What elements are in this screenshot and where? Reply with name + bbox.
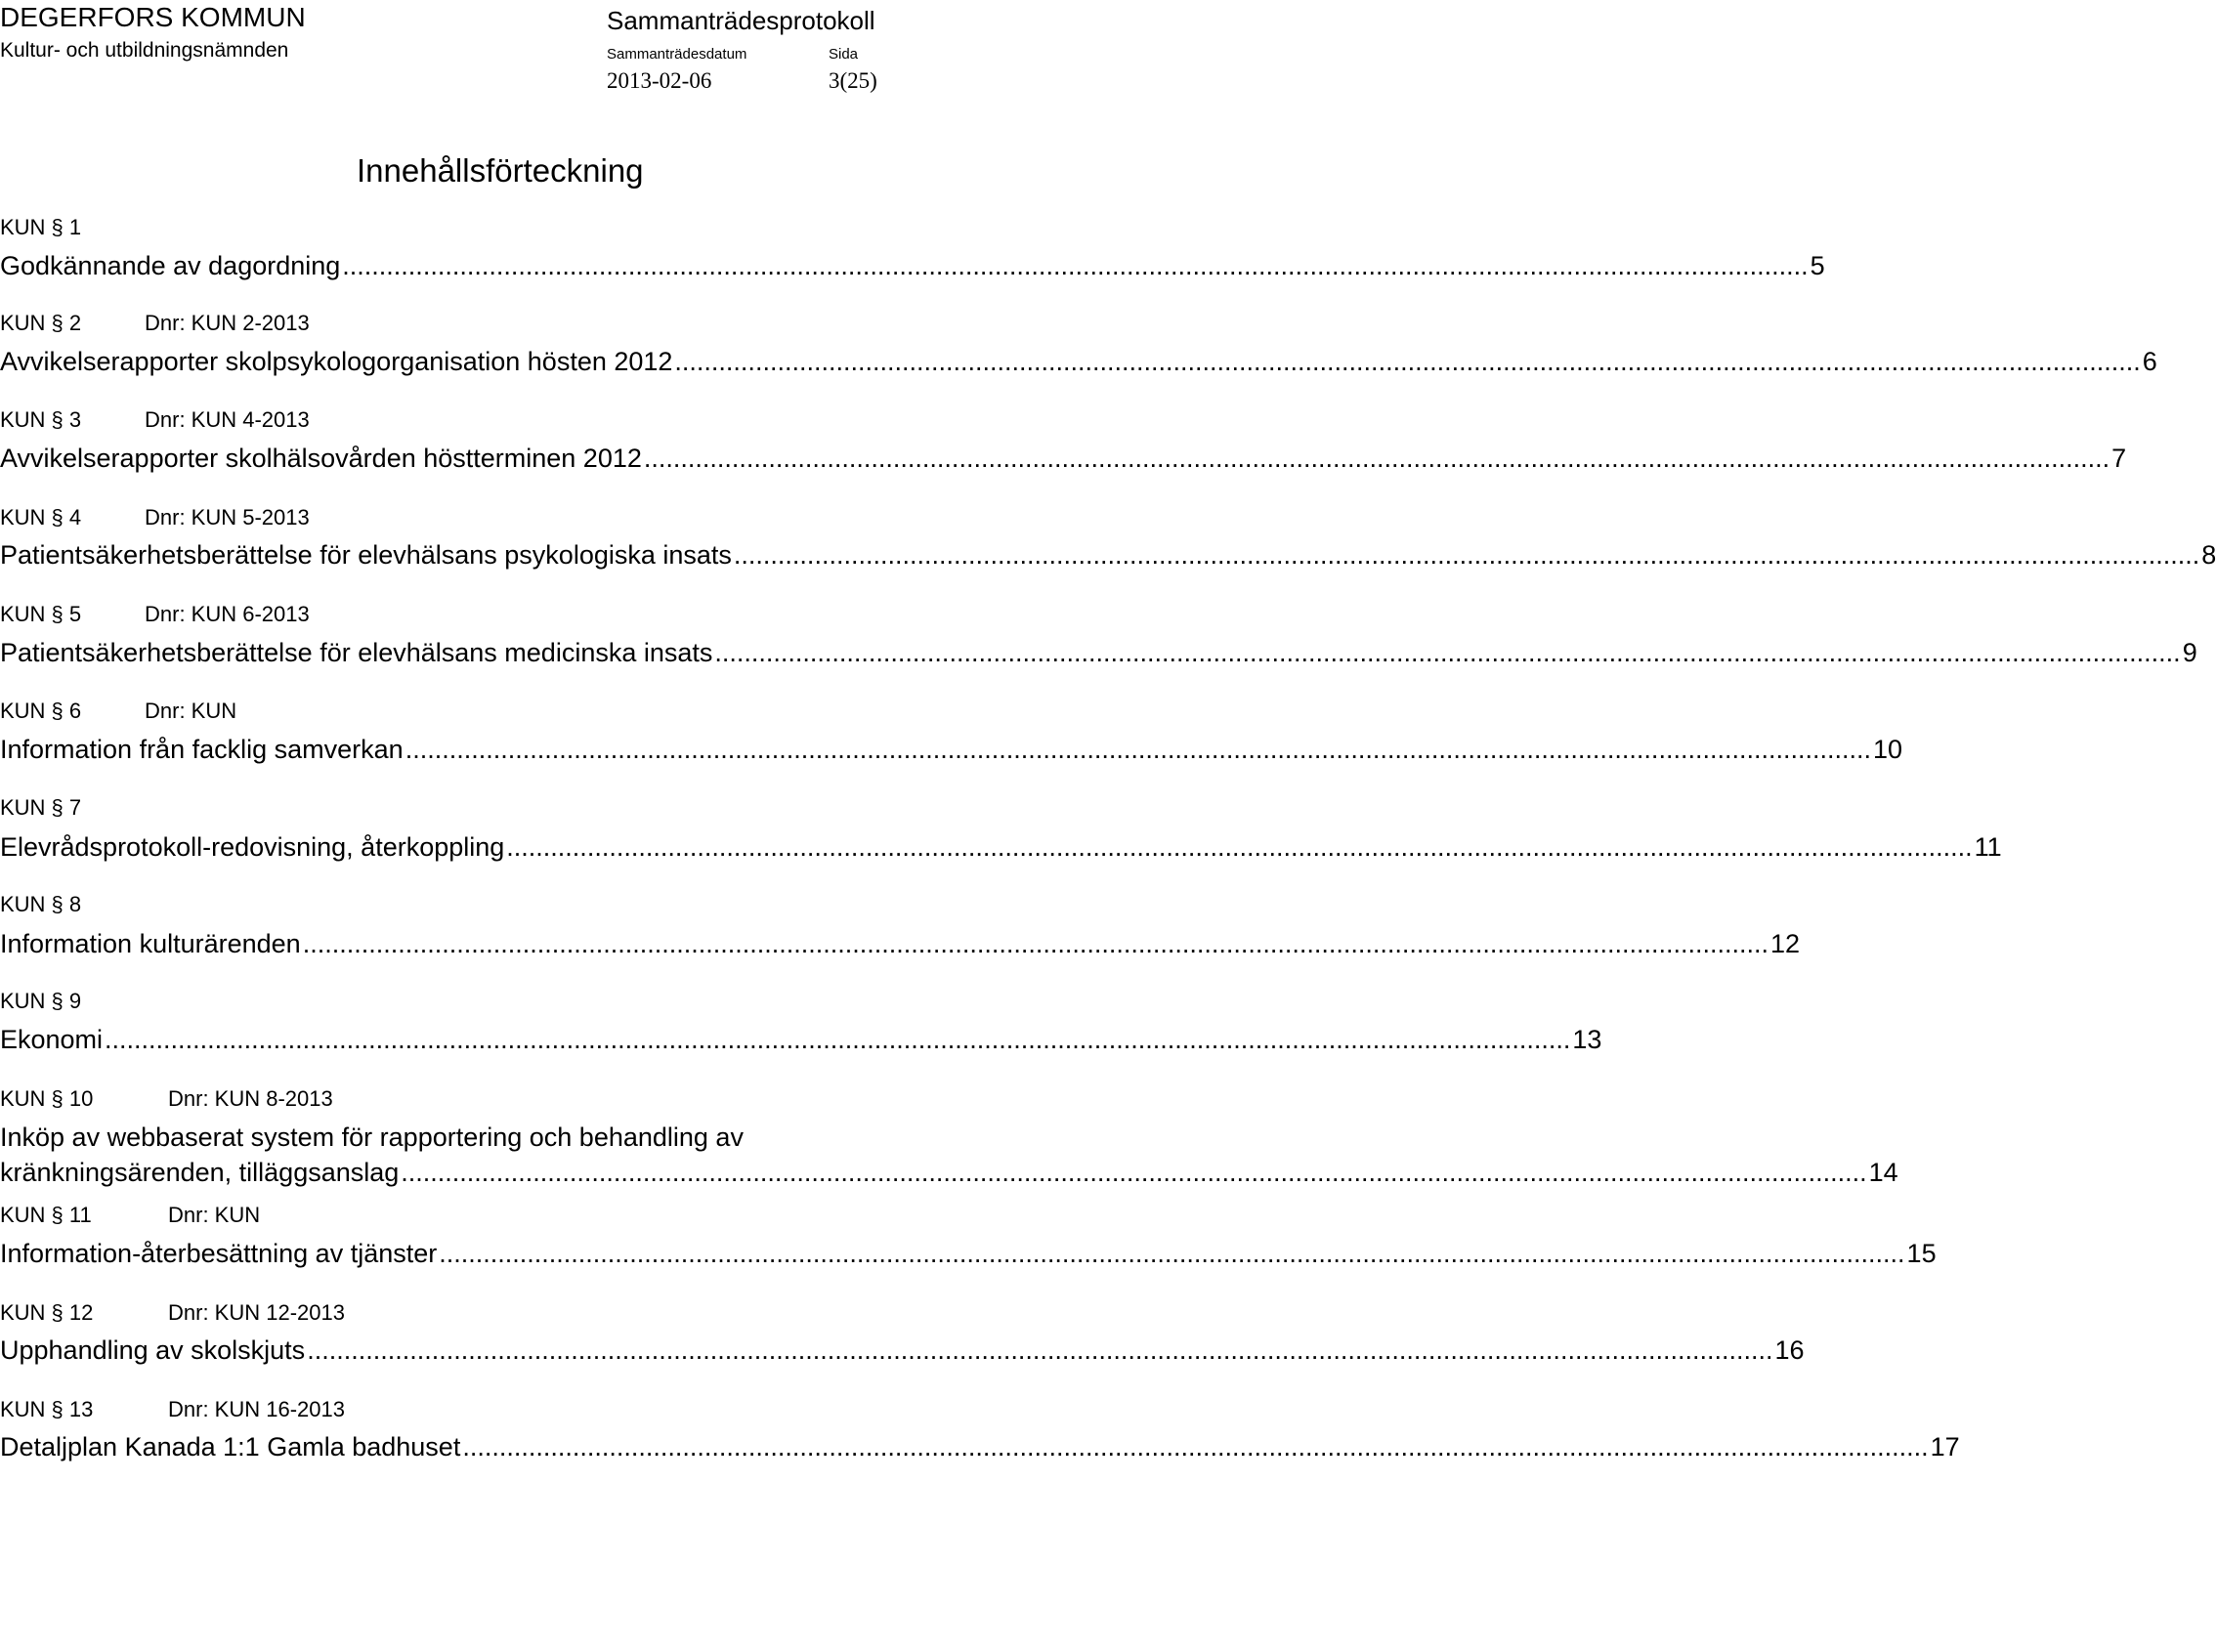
toc-entry[interactable] bbox=[0, 732, 1903, 767]
dnr-reference: Dnr: KUN 8-2013 bbox=[168, 1086, 333, 1111]
section-code: KUN § 5 bbox=[0, 602, 82, 626]
entry-title: Elevrådsprotokoll-redovisning, återkoppling bbox=[0, 832, 505, 862]
organization-name: DEGERFORS KOMMUN bbox=[0, 2, 306, 32]
entry-title: kränkningsärenden, tilläggsanslag bbox=[0, 1158, 400, 1187]
toc-entry[interactable] bbox=[0, 926, 1801, 961]
entry-page-number: 17 bbox=[1930, 1432, 1960, 1461]
toc-entry[interactable] bbox=[0, 537, 2216, 572]
meeting-date: 2013-02-06 bbox=[607, 68, 712, 93]
entry-title: Avvikelserapporter skolpsykologorganisation hösten 2012 bbox=[0, 347, 673, 376]
toc-entry[interactable] bbox=[0, 1120, 1898, 1190]
entry-page-number: 5 bbox=[1810, 251, 1825, 280]
toc-entry[interactable] bbox=[0, 1429, 1960, 1464]
section-code: KUN § 6 bbox=[0, 699, 82, 723]
entry-title: Information från facklig samverkan bbox=[0, 735, 404, 764]
section-code: KUN § 7 bbox=[0, 795, 82, 820]
dot-leader: ........................................................................................................................................................................................................ bbox=[401, 1158, 1867, 1187]
protocol-title: Sammanträdesprotokoll bbox=[607, 6, 875, 35]
dnr-reference: Dnr: KUN 6-2013 bbox=[145, 602, 310, 626]
entry-page-number: 13 bbox=[1572, 1025, 1602, 1054]
section-code: KUN § 9 bbox=[0, 989, 82, 1013]
section-code: KUN § 12 bbox=[0, 1300, 94, 1325]
section-code: KUN § 11 bbox=[0, 1203, 92, 1227]
date-label: Sammanträdesdatum bbox=[607, 46, 747, 63]
page-number: 3(25) bbox=[829, 68, 877, 93]
dnr-reference: Dnr: KUN 2-2013 bbox=[145, 311, 310, 335]
dnr-reference: Dnr: KUN 5-2013 bbox=[145, 505, 310, 529]
section-code: KUN § 3 bbox=[0, 407, 82, 432]
page-label: Sida bbox=[829, 46, 859, 63]
toc-title: Innehållsförteckning bbox=[357, 152, 644, 189]
dot-leader: ........................................................................................................................................................................................................ bbox=[462, 1432, 1929, 1461]
entry-title: Detaljplan Kanada 1:1 Gamla badhuset bbox=[0, 1432, 461, 1461]
entry-page-number: 15 bbox=[1906, 1239, 1937, 1268]
dnr-reference: Dnr: KUN bbox=[168, 1203, 261, 1227]
toc-entry[interactable] bbox=[0, 829, 2002, 865]
entry-title: Godkännande av dagordning bbox=[0, 251, 341, 280]
dot-leader: ........................................................................................................................................................................................................ bbox=[506, 832, 1973, 862]
dnr-reference: Dnr: KUN 4-2013 bbox=[145, 407, 310, 432]
entry-page-number: 11 bbox=[1974, 832, 2002, 862]
section-code: KUN § 13 bbox=[0, 1397, 94, 1421]
entry-title: Information-återbesättning av tjänster bbox=[0, 1239, 438, 1268]
entry-page-number: 16 bbox=[1774, 1335, 1805, 1365]
dot-leader: ........................................................................................................................................................................................................ bbox=[714, 638, 2181, 667]
entry-page-number: 8 bbox=[2201, 540, 2216, 570]
entry-title: Information kulturärenden bbox=[0, 929, 301, 958]
entry-page-number: 7 bbox=[2111, 444, 2127, 473]
dot-leader: ........................................................................................................................................................................................................ bbox=[302, 929, 1769, 958]
department-name: Kultur- och utbildningsnämnden bbox=[0, 39, 289, 62]
dnr-reference: Dnr: KUN 16-2013 bbox=[168, 1397, 345, 1421]
toc-entry[interactable] bbox=[0, 1236, 1937, 1271]
dot-leader: ........................................................................................................................................................................................................ bbox=[439, 1239, 1905, 1268]
section-code: KUN § 8 bbox=[0, 892, 82, 916]
section-code: KUN § 2 bbox=[0, 311, 82, 335]
dot-leader: ........................................................................................................................................................................................................ bbox=[307, 1335, 1773, 1365]
toc-entry[interactable] bbox=[0, 344, 2157, 379]
dot-leader: ........................................................................................................................................................................................................ bbox=[405, 735, 1871, 764]
entry-page-number: 9 bbox=[2182, 638, 2197, 667]
entry-title: Patientsäkerhetsberättelse för elevhälsans psykologiska insats bbox=[0, 540, 732, 570]
dot-leader: ........................................................................................................................................................................................................ bbox=[643, 444, 2110, 473]
entry-title: Patientsäkerhetsberättelse för elevhälsans medicinska insats bbox=[0, 638, 713, 667]
entry-title: Ekonomi bbox=[0, 1025, 104, 1054]
dot-leader: ........................................................................................................................................................................................................ bbox=[733, 540, 2200, 570]
toc-entry[interactable] bbox=[0, 1333, 1805, 1368]
entry-page-number: 10 bbox=[1872, 735, 1903, 764]
section-code: KUN § 4 bbox=[0, 505, 82, 529]
entry-title: Avvikelserapporter skolhälsovården höstterminen 2012 bbox=[0, 444, 642, 473]
dnr-reference: Dnr: KUN 12-2013 bbox=[168, 1300, 345, 1325]
dot-leader: ........................................................................................................................................................................................................ bbox=[105, 1025, 1571, 1054]
section-code: KUN § 1 bbox=[0, 215, 82, 239]
toc-entry[interactable] bbox=[0, 1022, 1602, 1057]
entry-title-line: Inköp av webbaserat system för rapportering och behandling av bbox=[0, 1123, 744, 1152]
toc-entry[interactable] bbox=[0, 441, 2127, 476]
toc-entry[interactable] bbox=[0, 635, 2197, 670]
dnr-reference: Dnr: KUN bbox=[145, 699, 237, 723]
toc-entry[interactable] bbox=[0, 248, 1825, 283]
entry-page-number: 12 bbox=[1769, 929, 1801, 958]
section-code: KUN § 10 bbox=[0, 1086, 94, 1111]
entry-page-number: 14 bbox=[1868, 1158, 1898, 1187]
entry-title: Upphandling av skolskjuts bbox=[0, 1335, 306, 1365]
dot-leader: ........................................................................................................................................................................................................ bbox=[674, 347, 2141, 376]
entry-page-number: 6 bbox=[2142, 347, 2157, 376]
dot-leader: ........................................................................................................................................................................................................ bbox=[342, 251, 1809, 280]
